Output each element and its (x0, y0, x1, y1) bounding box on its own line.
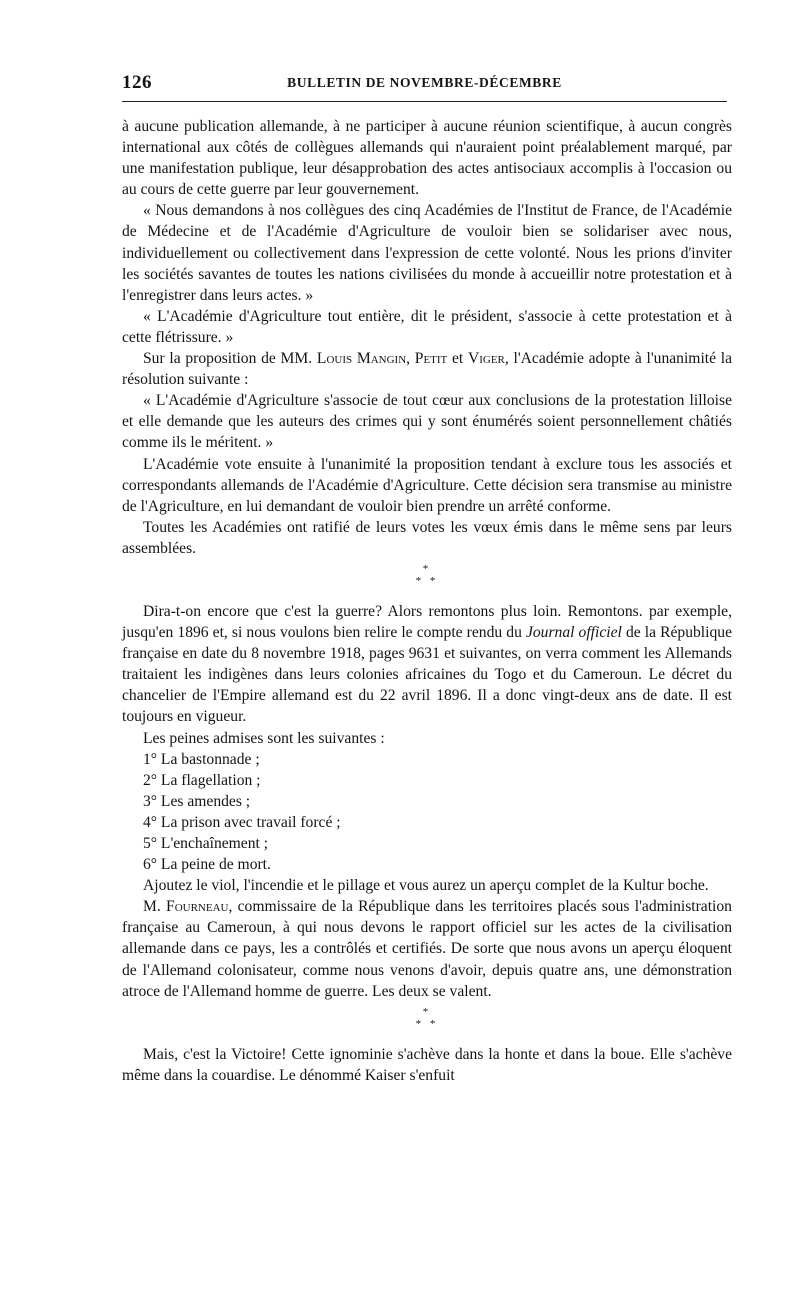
history-intro: Dira-t-on encore que c'est la guerre? Alors remontons plus loin. Remontons. par exemple, jusqu'en 1896 et, si nous voulons bien relire le compte rendu du (122, 602, 732, 642)
penalty-item: 2° La flagellation ; (143, 771, 261, 789)
page-body (122, 116, 732, 1086)
page-number: 126 (122, 72, 152, 93)
paragraph-proposition (122, 348, 732, 390)
penalty-item: 3° Les amendes ; (143, 792, 251, 810)
section-separator (122, 563, 732, 587)
author-name: Louis Mangin (316, 350, 407, 368)
paragraph-colonial-history (122, 601, 732, 728)
author-name: Viger (467, 350, 505, 368)
page-header (122, 72, 727, 96)
name-separator: et (447, 350, 468, 368)
author-name: Petit (414, 350, 448, 368)
section-separator (122, 1006, 732, 1030)
journal-title: Journal officiel (525, 624, 622, 642)
paragraph-kultur: Ajoutez le viol, l'incendie et le pillage et vous aurez un aperçu complet de la Kultur boche. (143, 877, 709, 895)
paragraph-exclusion-vote: L'Académie vote ensuite à l'unanimité la proposition tendant à exclure tous les associés et correspondants allemands de l'Académie d'Agriculture. Cette décision sera transmise au ministre de l'Agriculture, en lui demandant de vouloir bien prendre un arrêté conforme. (122, 455, 732, 515)
separator-star-top: * (422, 562, 432, 575)
penalty-item: 4° La prison avec travail forcé ; (143, 813, 341, 831)
separator-star-top: * (422, 1005, 432, 1018)
penalty-item: 5° L'enchaînement ; (143, 835, 269, 852)
paragraph-president-statement: « L'Académie d'Agriculture tout entière, dit le président, s'associe à cette protestation et à cette flétrissure. » (122, 307, 732, 346)
paragraph-continuation: à aucune publication allemande, à ne participer à aucune réunion scientifique, à aucun congrès international aux côtés de collègues allemands qui n'auraient point préalablement marqué, par une manifestation publique, leur désapprobation des actes antisociaux accomplis à l'occasion ou au cours de cette guerre par leur gouvernement. (122, 118, 732, 199)
proposition-intro: Sur la proposition de MM. (143, 350, 317, 368)
proposition-end: , l'Académie adopte à l'unanimité la résolution suivante : (122, 350, 732, 389)
history-end: de la République française en date du 8 novembre 1918, pages 9631 et suivantes, on verra comment les Allemands traitaient les indigènes dans leurs colonies africaines du Togo et du Cameroun. Le décret du chancelier de l'Empire allemand est du 22 avril 1896. Il a donc vingt-deux ans de date. Il est toujours en vigueur. (122, 624, 732, 726)
penalty-item: 1° La bastonnade ; (143, 750, 260, 768)
separator-stars-bottom: * * (415, 1017, 439, 1030)
report-intro: M. (143, 898, 167, 916)
paragraph-academies-appeal: « Nous demandons à nos collègues des cinq Académies de l'Institut de France, de l'Académie de Médecine et de l'Académie d'Agriculture de vouloir bien se solidariser avec nous, individuellement ou collectivement dans l'expression de cette volonté. Nous les prions d'inviter les sociétés savantes de toutes les nations civilisées du monde à accueillir notre protestation et à l'enregistrer dans leurs actes. » (122, 202, 732, 304)
penalty-item: 6° La peine de mort. (143, 856, 271, 874)
paragraph-victory: Mais, c'est la Victoire! Cette ignominie s'achève dans la honte et dans la boue. Elle s'achève même dans la couardise. Le dénommé Kaiser s'enfuit (122, 1045, 732, 1084)
running-title: BULLETIN DE NOVEMBRE-DÉCEMBRE (287, 75, 562, 90)
paragraph-fourneau-report (122, 896, 732, 1001)
paragraph-ratification: Toutes les Académies ont ratifié de leurs votes les vœux émis dans le même sens par leurs assemblées. (122, 518, 732, 557)
commissioner-name: Fourneau (166, 898, 229, 916)
header-rule (122, 101, 727, 102)
report-end: , commissaire de la République dans les territoires placés sous l'administration française au Cameroun, à qui nous devons le rapport officiel sur les actes de la civilisation allemande dans ce pays, les a contrôlés et certifiés. De sorte que nous avons un aperçu éloquent de l'Allemand colonisateur, comme nous venons d'avoir, depuis quatre ans, une démonstration atroce de l'Allemand homme de guerre. Les deux se valent. (122, 898, 732, 1000)
paragraph-resolution: « L'Académie d'Agriculture s'associe de tout cœur aux conclusions de la protestation lilloise et elle demande que les auteurs des crimes qui y sont énumérés soient personnellement châtiés comme ils le méritent. » (122, 392, 732, 452)
name-separator: , (406, 350, 415, 368)
paragraph-penalties-intro: Les peines admises sont les suivantes : (143, 729, 385, 747)
separator-stars-bottom: * * (415, 574, 439, 587)
